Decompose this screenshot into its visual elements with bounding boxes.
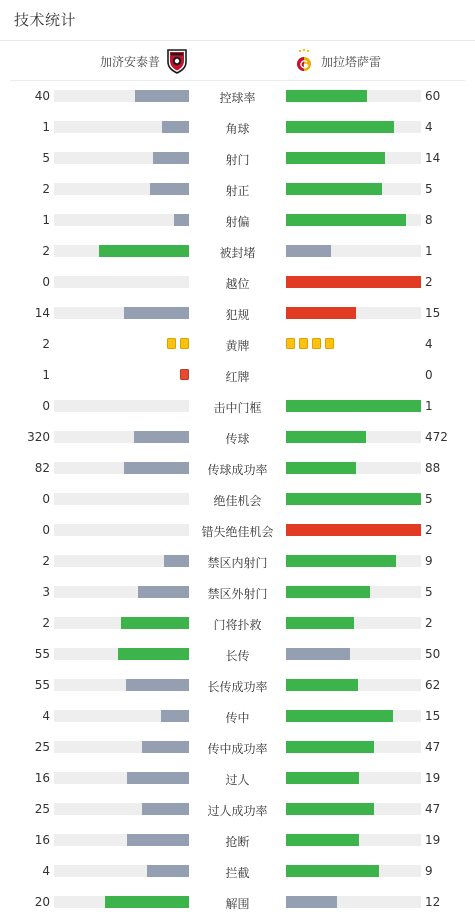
away-bar-fill (286, 90, 367, 102)
away-bar-track (286, 152, 421, 164)
home-bar-track (54, 834, 189, 846)
away-bar-track (286, 245, 421, 257)
yellow-card-icon (299, 338, 308, 349)
stat-row (0, 794, 475, 825)
away-bar-fill (286, 555, 396, 567)
away-bar-fill (286, 834, 359, 846)
home-bar-track (54, 586, 189, 598)
stat-row (0, 422, 475, 453)
away-bar-track (286, 586, 421, 598)
home-value: 1 (42, 368, 50, 382)
away-bar-track (286, 617, 421, 629)
stat-row (0, 360, 475, 391)
home-value: 20 (34, 895, 50, 909)
yellow-card-icon (312, 338, 321, 349)
away-bar-fill (286, 865, 379, 877)
home-cards (167, 338, 189, 350)
away-bar-track (286, 307, 421, 319)
away-value: 12 (425, 895, 441, 909)
home-value: 4 (42, 709, 50, 723)
away-bar-fill (286, 772, 359, 784)
home-bar-track (54, 524, 189, 536)
home-value: 2 (42, 337, 50, 351)
home-bar-track (54, 90, 189, 102)
yellow-card-icon (180, 338, 189, 349)
away-cards (286, 338, 334, 350)
away-bar-fill (286, 586, 370, 598)
home-bar-track (54, 121, 189, 133)
stat-label: 犯规 (225, 308, 250, 322)
away-value: 50 (425, 647, 441, 661)
home-bar-fill (174, 214, 189, 226)
home-bar-track (54, 772, 189, 784)
home-value: 0 (42, 399, 50, 413)
home-bar-track (54, 245, 189, 257)
away-team[interactable] (295, 41, 381, 81)
home-bar-track (54, 896, 189, 908)
stat-row (0, 856, 475, 887)
yellow-card-icon (325, 338, 334, 349)
home-bar-fill (127, 834, 189, 846)
stat-label: 门将扑救 (213, 618, 262, 632)
stat-row (0, 298, 475, 329)
home-bar-track (54, 617, 189, 629)
home-bar-track (54, 679, 189, 691)
stat-row (0, 174, 475, 205)
home-bar-track (54, 183, 189, 195)
away-bar-track (286, 276, 421, 288)
home-bar-fill (127, 772, 189, 784)
home-value: 1 (42, 213, 50, 227)
home-cards (180, 369, 189, 381)
stat-label: 抢断 (225, 835, 250, 849)
home-value: 14 (34, 306, 50, 320)
stat-label: 过人 (225, 773, 250, 787)
teams-row (10, 41, 465, 81)
stat-label: 传中 (225, 711, 250, 725)
away-bar-track (286, 834, 421, 846)
away-value: 2 (425, 523, 433, 537)
home-bar-track (54, 555, 189, 567)
away-value: 47 (425, 740, 441, 754)
yellow-card-icon (167, 338, 176, 349)
away-bar-track (286, 90, 421, 102)
home-bar-track (54, 493, 189, 505)
away-bar-fill (286, 462, 356, 474)
away-value: 2 (425, 275, 433, 289)
away-value: 19 (425, 771, 441, 785)
away-bar-track (286, 400, 421, 412)
stat-label: 解围 (225, 897, 250, 911)
away-bar-track (286, 772, 421, 784)
away-bar-fill (286, 617, 354, 629)
stat-row (0, 515, 475, 546)
galatasaray-crest-icon (295, 48, 313, 74)
away-value: 4 (425, 337, 433, 351)
away-bar-fill (286, 183, 382, 195)
away-bar-track (286, 524, 421, 536)
away-bar-track (286, 648, 421, 660)
away-value: 2 (425, 616, 433, 630)
home-bar-fill (153, 152, 189, 164)
home-bar-fill (134, 431, 189, 443)
away-bar-fill (286, 307, 356, 319)
stat-label: 射正 (225, 184, 250, 198)
stat-row (0, 453, 475, 484)
away-bar-track (286, 214, 421, 226)
home-bar-fill (138, 586, 189, 598)
home-bar-fill (162, 121, 189, 133)
stat-row (0, 205, 475, 236)
away-bar-fill (286, 679, 358, 691)
home-value: 16 (34, 771, 50, 785)
away-bar-fill (286, 648, 350, 660)
stat-label: 绝佳机会 (213, 494, 262, 508)
stat-label: 传球 (225, 432, 250, 446)
home-bar-fill (135, 90, 189, 102)
home-bar-track (54, 803, 189, 815)
home-value: 2 (42, 554, 50, 568)
home-bar-fill (150, 183, 189, 195)
stat-label: 长传 (225, 649, 250, 663)
home-bar-track (54, 648, 189, 660)
away-bar-fill (286, 710, 393, 722)
home-bar-fill (105, 896, 189, 908)
home-bar-fill (121, 617, 189, 629)
home-bar-fill (124, 462, 189, 474)
stat-label: 越位 (225, 277, 250, 291)
away-bar-track (286, 741, 421, 753)
stat-row (0, 81, 475, 112)
home-value: 0 (42, 523, 50, 537)
home-value: 40 (34, 89, 50, 103)
away-bar-track (286, 555, 421, 567)
red-card-icon (180, 369, 189, 380)
home-bar-track (54, 307, 189, 319)
away-bar-fill (286, 245, 331, 257)
away-value: 88 (425, 461, 441, 475)
away-bar-fill (286, 152, 385, 164)
home-value: 2 (42, 616, 50, 630)
home-value: 16 (34, 833, 50, 847)
stat-label: 错失绝佳机会 (201, 525, 274, 539)
away-bar-track (286, 710, 421, 722)
stat-row (0, 639, 475, 670)
home-bar-fill (147, 865, 189, 877)
away-value: 5 (425, 492, 433, 506)
stat-row (0, 112, 475, 143)
home-value: 1 (42, 120, 50, 134)
away-bar-fill (286, 431, 366, 443)
home-bar-fill (142, 741, 189, 753)
away-bar-track (286, 431, 421, 443)
away-team-name: 加拉塔萨雷 (321, 54, 382, 69)
away-bar-fill (286, 803, 374, 815)
home-value: 3 (42, 585, 50, 599)
home-bar-track (54, 276, 189, 288)
stat-row (0, 236, 475, 267)
home-bar-track (54, 462, 189, 474)
page-title: 技术统计 (14, 11, 77, 29)
away-bar-fill (286, 896, 337, 908)
home-bar-fill (142, 803, 189, 815)
home-value: 82 (34, 461, 50, 475)
away-bar-track (286, 679, 421, 691)
home-value: 4 (42, 864, 50, 878)
stat-label: 角球 (225, 122, 250, 136)
stat-row (0, 670, 475, 701)
home-bar-fill (124, 307, 189, 319)
away-bar-fill (286, 741, 374, 753)
away-value: 5 (425, 585, 433, 599)
away-value: 1 (425, 244, 433, 258)
away-value: 62 (425, 678, 441, 692)
home-bar-track (54, 865, 189, 877)
yellow-card-icon (286, 338, 295, 349)
home-value: 0 (42, 492, 50, 506)
stat-label: 控球率 (219, 91, 256, 105)
home-bar-track (54, 710, 189, 722)
home-value: 25 (34, 740, 50, 754)
stats-header (0, 0, 475, 41)
stat-label: 传中成功率 (207, 742, 268, 756)
stat-label: 禁区外射门 (207, 587, 268, 601)
away-bar-fill (286, 214, 406, 226)
home-value: 2 (42, 182, 50, 196)
home-value: 320 (27, 430, 50, 444)
stats-list (0, 81, 475, 918)
away-value: 5 (425, 182, 433, 196)
away-bar-fill (286, 121, 394, 133)
home-bar-track (54, 152, 189, 164)
stat-label: 被封堵 (219, 246, 256, 260)
home-value: 55 (34, 647, 50, 661)
stat-label: 过人成功率 (207, 804, 268, 818)
away-bar-track (286, 493, 421, 505)
home-bar-fill (126, 679, 189, 691)
away-value: 15 (425, 306, 441, 320)
stat-label: 红牌 (225, 370, 250, 384)
away-value: 9 (425, 864, 433, 878)
home-bar-track (54, 431, 189, 443)
away-bar-track (286, 183, 421, 195)
away-bar-track (286, 896, 421, 908)
away-bar-fill (286, 493, 421, 505)
stat-label: 拦截 (225, 866, 250, 880)
stat-row (0, 887, 475, 918)
away-value: 60 (425, 89, 441, 103)
away-bar-track (286, 462, 421, 474)
stat-row (0, 143, 475, 174)
stat-label: 射门 (225, 153, 250, 167)
home-bar-fill (99, 245, 189, 257)
away-bar-fill (286, 400, 421, 412)
home-value: 55 (34, 678, 50, 692)
home-bar-track (54, 214, 189, 226)
stat-row (0, 825, 475, 856)
stat-row (0, 391, 475, 422)
stat-row (0, 329, 475, 360)
stat-label: 击中门框 (213, 401, 262, 415)
stat-row (0, 608, 475, 639)
stat-label: 传球成功率 (207, 463, 268, 477)
away-bar-track (286, 865, 421, 877)
stat-row (0, 577, 475, 608)
stat-label: 禁区内射门 (207, 556, 268, 570)
stat-row (0, 267, 475, 298)
stat-row (0, 763, 475, 794)
home-value: 0 (42, 275, 50, 289)
away-value: 4 (425, 120, 433, 134)
gaziantep-crest-icon (166, 48, 188, 74)
home-team[interactable] (100, 41, 188, 81)
away-value: 472 (425, 430, 448, 444)
away-value: 9 (425, 554, 433, 568)
home-value: 2 (42, 244, 50, 258)
away-value: 8 (425, 213, 433, 227)
stat-row (0, 484, 475, 515)
stat-row (0, 701, 475, 732)
home-bar-track (54, 741, 189, 753)
away-value: 15 (425, 709, 441, 723)
home-value: 25 (34, 802, 50, 816)
away-bar-fill (286, 276, 421, 288)
home-bar-fill (118, 648, 189, 660)
away-value: 14 (425, 151, 441, 165)
away-bar-fill (286, 524, 421, 536)
stat-row (0, 732, 475, 763)
away-bar-track (286, 803, 421, 815)
stat-label: 射偏 (225, 215, 250, 229)
away-value: 47 (425, 802, 441, 816)
home-bar-track (54, 400, 189, 412)
home-bar-fill (164, 555, 189, 567)
away-value: 0 (425, 368, 433, 382)
stat-row (0, 546, 475, 577)
stat-label: 黄牌 (225, 339, 250, 353)
away-bar-track (286, 121, 421, 133)
home-bar-fill (161, 710, 189, 722)
away-value: 19 (425, 833, 441, 847)
home-value: 5 (42, 151, 50, 165)
away-value: 1 (425, 399, 433, 413)
stat-label: 长传成功率 (207, 680, 268, 694)
home-team-name: 加济安泰普 (99, 54, 160, 69)
